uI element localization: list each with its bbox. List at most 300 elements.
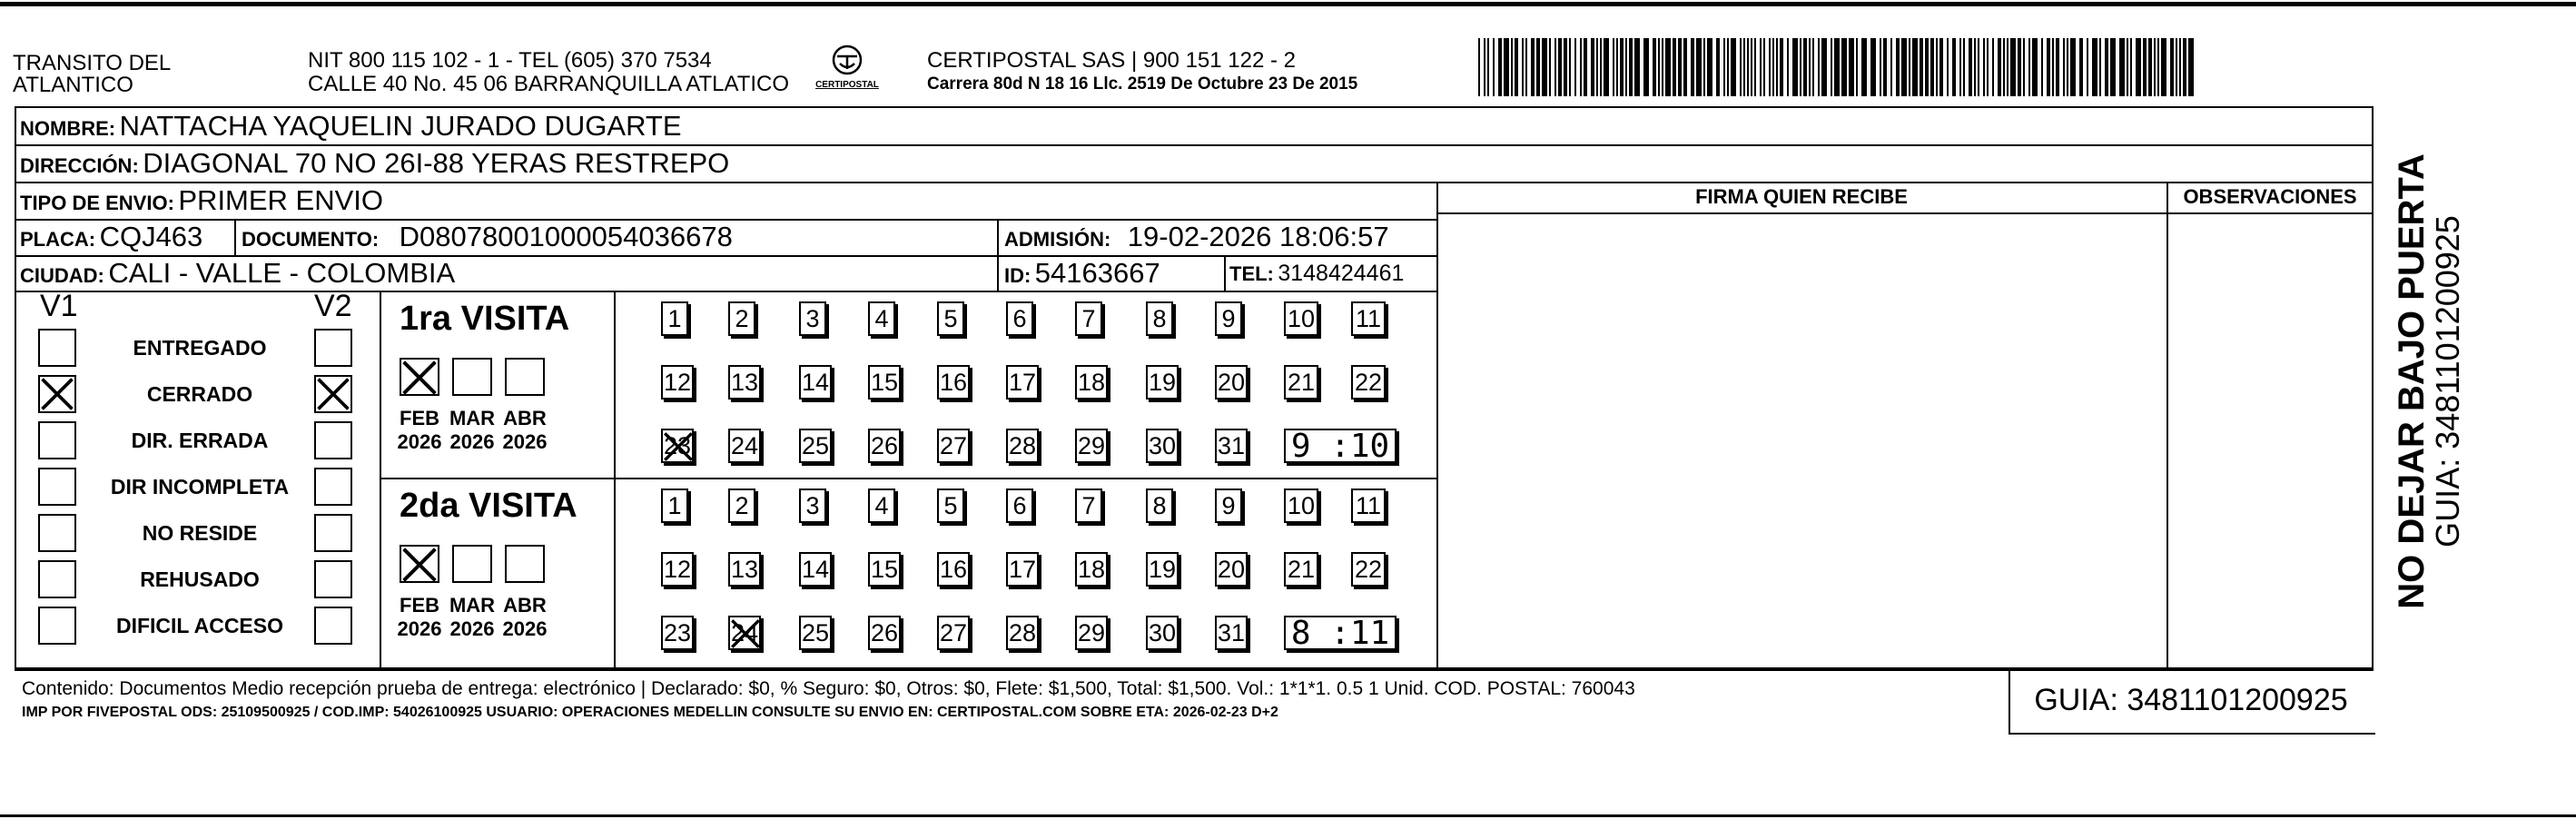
day-box[interactable]: 12 bbox=[661, 552, 694, 587]
nit-line: NIT 800 115 102 - 1 - TEL (605) 370 7534 bbox=[308, 48, 712, 73]
barcode-bar bbox=[1643, 38, 1649, 96]
ciudad-value: CALI - VALLE - COLOMBIA bbox=[108, 257, 456, 289]
month-name: MAR bbox=[449, 407, 496, 429]
month-name: ABR bbox=[503, 407, 547, 429]
day-box[interactable]: 1 bbox=[661, 301, 688, 336]
firma-header: FIRMA QUIEN RECIBE bbox=[1695, 185, 1908, 208]
barcode-bar bbox=[2067, 38, 2068, 96]
barcode-bar bbox=[1812, 38, 1814, 96]
day-box[interactable]: 19 bbox=[1146, 552, 1179, 587]
barcode-bar bbox=[2056, 38, 2059, 96]
barcode-bar bbox=[1754, 38, 1756, 96]
day-box[interactable]: 30 bbox=[1146, 429, 1179, 463]
barcode-bar bbox=[1849, 38, 1854, 96]
barcode-bar bbox=[1478, 38, 1480, 96]
tel-value: 3148424461 bbox=[1278, 261, 1405, 286]
barcode-bar bbox=[2127, 38, 2128, 96]
day-box[interactable]: 2 bbox=[728, 301, 755, 336]
x-mark-icon bbox=[401, 547, 438, 583]
tel-label: TEL: bbox=[1229, 262, 1274, 285]
barcode-bar bbox=[1600, 38, 1602, 96]
barcode-bar bbox=[1696, 38, 1702, 96]
certipostal-info bbox=[927, 49, 1357, 96]
barcode-bar bbox=[2052, 38, 2054, 96]
day-box[interactable]: 8 bbox=[1146, 301, 1173, 336]
month-year: 2026 bbox=[449, 430, 495, 453]
day-box[interactable]: 5 bbox=[937, 488, 964, 523]
v2-checkbox[interactable] bbox=[314, 514, 352, 552]
barcode-bar bbox=[1760, 38, 1762, 96]
day-box[interactable]: 17 bbox=[1006, 552, 1039, 587]
barcode-bar bbox=[2157, 38, 2159, 96]
barcode-bar bbox=[2179, 38, 2181, 96]
barcode-bar bbox=[1952, 38, 1956, 96]
day-box[interactable]: 26 bbox=[868, 616, 901, 650]
nombre-label: NOMBRE: bbox=[20, 117, 116, 140]
month-label bbox=[394, 594, 445, 641]
footer-line2: IMP POR FIVEPOSTAL ODS: 25109500925 / COD.IMP: 54026100925 USUARIO: OPERACIONES MEDELLIN CONSULTE SU ENVIO EN: CERTIPOSTAL.COM SOBRE ETA: 2026-02-23 D+2 bbox=[22, 705, 1278, 720]
col-line bbox=[1436, 182, 1438, 669]
v1-checkbox[interactable] bbox=[38, 421, 76, 459]
day-box[interactable]: 24 bbox=[728, 429, 761, 463]
month-checkbox[interactable] bbox=[452, 545, 492, 583]
day-box[interactable]: 17 bbox=[1006, 365, 1039, 400]
barcode-bar bbox=[1883, 38, 1887, 96]
barcode-bar bbox=[2023, 38, 2025, 96]
barcode-bar bbox=[1620, 38, 1624, 96]
day-box[interactable]: 22 bbox=[1351, 365, 1386, 400]
v2-checkbox[interactable] bbox=[314, 375, 352, 413]
month-name: FEB bbox=[400, 407, 439, 429]
v1-checkbox[interactable] bbox=[38, 514, 76, 552]
barcode-bar bbox=[1834, 38, 1840, 96]
day-box[interactable]: 20 bbox=[1215, 552, 1248, 587]
day-box[interactable]: 24 bbox=[728, 616, 761, 650]
barcode-bar bbox=[1800, 38, 1801, 96]
documento-field bbox=[242, 221, 733, 259]
barcode-bar bbox=[1936, 38, 1938, 96]
month-year: 2026 bbox=[449, 617, 495, 640]
day-box[interactable]: 12 bbox=[661, 365, 694, 400]
barcode-bar bbox=[1780, 38, 1783, 96]
v1-checkbox[interactable] bbox=[38, 560, 76, 598]
status-label: REHUSADO bbox=[140, 567, 260, 591]
day-box[interactable]: 23 bbox=[661, 429, 694, 463]
month-checkbox[interactable] bbox=[505, 358, 545, 396]
day-box[interactable]: 19 bbox=[1146, 365, 1179, 400]
barcode-bar bbox=[1574, 38, 1576, 96]
barcode-bar bbox=[1983, 38, 1985, 96]
id-label: ID: bbox=[1004, 264, 1031, 287]
barcode-bar bbox=[1974, 38, 1976, 96]
status-label: DIFICIL ACCESO bbox=[115, 614, 283, 637]
day-box[interactable]: 16 bbox=[937, 365, 970, 400]
barcode-bar bbox=[1604, 38, 1609, 96]
month-year: 2026 bbox=[397, 430, 442, 453]
day-box[interactable]: 9 bbox=[1215, 488, 1242, 523]
v1-checkbox[interactable] bbox=[38, 468, 76, 506]
day-box[interactable]: 26 bbox=[868, 429, 901, 463]
barcode-bar bbox=[1920, 38, 1923, 96]
admision-value: 19-02-2026 18:06:57 bbox=[1127, 221, 1389, 252]
day-box[interactable]: 11 bbox=[1351, 301, 1386, 336]
month-checkbox[interactable] bbox=[505, 545, 545, 583]
day-box[interactable]: 15 bbox=[868, 552, 901, 587]
day-box[interactable]: 6 bbox=[1006, 488, 1033, 523]
status-label: CERRADO bbox=[146, 382, 253, 406]
day-box[interactable]: 25 bbox=[799, 429, 832, 463]
barcode-bar bbox=[1515, 38, 1518, 96]
barcode-bar bbox=[2007, 38, 2008, 96]
barcode-bar bbox=[2161, 38, 2166, 96]
barcode-bar bbox=[1662, 38, 1663, 96]
barcode-bar bbox=[2003, 38, 2005, 96]
barcode-bar bbox=[2063, 38, 2065, 96]
day-box[interactable]: 11 bbox=[1351, 488, 1386, 523]
barcode-bar bbox=[2119, 38, 2125, 96]
certipostal-logo bbox=[810, 44, 884, 100]
placa-value: CQJ463 bbox=[99, 221, 203, 252]
company-line2: ATLANTICO bbox=[13, 73, 133, 97]
day-box[interactable]: 20 bbox=[1215, 365, 1248, 400]
day-box[interactable]: 16 bbox=[937, 552, 970, 587]
barcode-bar bbox=[1673, 38, 1676, 96]
barcode-bar bbox=[1511, 38, 1513, 96]
barcode-bar bbox=[1536, 38, 1540, 96]
barcode-bar bbox=[2143, 38, 2147, 96]
sign-header-line bbox=[1436, 212, 2374, 214]
status-label: DIR. ERRADA bbox=[131, 429, 269, 452]
month-checkbox[interactable] bbox=[400, 358, 439, 396]
barcode-bar bbox=[1731, 38, 1736, 96]
direccion-row bbox=[20, 147, 729, 185]
day-box[interactable]: 7 bbox=[1075, 301, 1102, 336]
placa-field bbox=[20, 221, 202, 259]
barcode-bar bbox=[1992, 38, 1994, 96]
day-box[interactable]: 8 bbox=[1146, 488, 1173, 523]
barcode-bar bbox=[2047, 38, 2050, 96]
day-box[interactable]: 18 bbox=[1075, 552, 1108, 587]
id-value: 54163667 bbox=[1034, 257, 1160, 289]
barcode-bar bbox=[1856, 38, 1858, 96]
v2-checkbox[interactable] bbox=[314, 607, 352, 645]
day-box[interactable]: 1 bbox=[661, 488, 688, 523]
status-label: NO RESIDE bbox=[142, 521, 258, 545]
footer-line bbox=[2008, 733, 2375, 735]
direccion-label: DIRECCIÓN: bbox=[20, 154, 139, 177]
month-checkbox[interactable] bbox=[452, 358, 492, 396]
barcode-bar bbox=[1821, 38, 1827, 96]
day-box[interactable]: 29 bbox=[1075, 616, 1108, 650]
barcode-bar bbox=[1901, 38, 1907, 96]
day-box[interactable]: 15 bbox=[868, 365, 901, 400]
barcode-bar bbox=[1896, 38, 1900, 96]
day-box[interactable]: 5 bbox=[937, 301, 964, 336]
barcode-bar bbox=[1723, 38, 1725, 96]
v1-label: V1 bbox=[40, 289, 78, 323]
barcode-bar bbox=[1531, 38, 1535, 96]
barcode-bar bbox=[1658, 38, 1660, 96]
month-year: 2026 bbox=[397, 617, 442, 640]
barcode-bar bbox=[1716, 38, 1720, 96]
day-box[interactable]: 31 bbox=[1215, 429, 1248, 463]
barcode-bar bbox=[1792, 38, 1798, 96]
day-box[interactable]: 13 bbox=[728, 365, 761, 400]
visit-time: 9 :10 bbox=[1284, 429, 1397, 463]
day-box[interactable]: 10 bbox=[1284, 488, 1318, 523]
x-mark-icon bbox=[316, 377, 350, 411]
tel-field bbox=[1229, 257, 1404, 293]
barcode-bar bbox=[2099, 38, 2101, 96]
barcode-bar bbox=[1484, 38, 1485, 96]
nombre-row bbox=[20, 110, 682, 148]
v1-checkbox[interactable] bbox=[38, 607, 76, 645]
documento-value: D08078001000054036678 bbox=[399, 221, 733, 252]
month-label bbox=[499, 407, 550, 454]
barcode-bar bbox=[1890, 38, 1892, 96]
footer-guia: GUIA: 3481101200925 bbox=[2034, 683, 2348, 717]
side-guia: GUIA: 3481101200925 bbox=[2429, 215, 2466, 548]
barcode-bar bbox=[1963, 38, 1965, 96]
barcode-bar bbox=[1925, 38, 1929, 96]
v2-checkbox[interactable] bbox=[314, 421, 352, 459]
day-box[interactable]: 23 bbox=[661, 616, 694, 650]
row-line bbox=[15, 669, 2374, 671]
barcode-bar bbox=[2183, 38, 2186, 96]
month-year: 2026 bbox=[502, 430, 548, 453]
col-line bbox=[380, 291, 381, 669]
placa-label: PLACA: bbox=[20, 228, 96, 251]
status-label: ENTREGADO bbox=[133, 336, 267, 360]
barcode-bar bbox=[2018, 38, 2021, 96]
visit2-title: 2da VISITA bbox=[400, 487, 577, 525]
month-label bbox=[447, 594, 498, 641]
col-line bbox=[1224, 255, 1226, 291]
day-box[interactable]: 13 bbox=[728, 552, 761, 587]
day-box[interactable]: 22 bbox=[1351, 552, 1386, 587]
col-line bbox=[234, 219, 236, 255]
barcode-bar bbox=[2070, 38, 2076, 96]
barcode-bar bbox=[1691, 38, 1694, 96]
status-label: DIR INCOMPLETA bbox=[110, 475, 290, 498]
barcode-bar bbox=[1969, 38, 1972, 96]
barcode-bar bbox=[1803, 38, 1807, 96]
col-line bbox=[2166, 182, 2168, 669]
day-box[interactable]: 4 bbox=[868, 301, 895, 336]
barcode-bar bbox=[1522, 38, 1524, 96]
v2-label: V2 bbox=[314, 289, 352, 323]
barcode-bar bbox=[1930, 38, 1934, 96]
day-box[interactable]: 4 bbox=[868, 488, 895, 523]
barcode-bar bbox=[2105, 38, 2108, 96]
barcode-bar bbox=[1558, 38, 1562, 96]
ciudad-label: CIUDAD: bbox=[20, 264, 104, 287]
barcode-bar bbox=[1616, 38, 1618, 96]
barcode-bar bbox=[1751, 38, 1752, 96]
day-box[interactable]: 14 bbox=[799, 552, 832, 587]
col-line bbox=[614, 291, 616, 669]
barcode-bar bbox=[2176, 38, 2177, 96]
barcode-bar bbox=[1584, 38, 1587, 96]
visit-time: 8 :11 bbox=[1284, 616, 1397, 650]
x-mark-icon bbox=[730, 618, 761, 649]
day-box[interactable]: 18 bbox=[1075, 365, 1108, 400]
v2-checkbox[interactable] bbox=[314, 329, 352, 367]
day-box[interactable]: 10 bbox=[1284, 301, 1318, 336]
barcode-bar bbox=[1634, 38, 1640, 96]
certipostal-line2: Carrera 80d N 18 16 Llc. 2519 De Octubre 23 De 2015 bbox=[927, 74, 1358, 94]
barcode-bar bbox=[2136, 38, 2141, 96]
barcode-bar bbox=[1653, 38, 1656, 96]
barcode-bar bbox=[1772, 38, 1774, 96]
day-box[interactable]: 27 bbox=[937, 429, 970, 463]
month-name: MAR bbox=[449, 594, 496, 617]
day-box[interactable]: 28 bbox=[1006, 429, 1039, 463]
barcode-bar bbox=[1947, 38, 1949, 96]
v2-checkbox[interactable] bbox=[314, 560, 352, 598]
barcode-bar bbox=[1542, 38, 1547, 96]
x-mark-icon bbox=[401, 360, 438, 396]
day-box[interactable]: 28 bbox=[1006, 616, 1039, 650]
company-line1: TRANSITO DEL bbox=[13, 51, 172, 75]
barcode-bar bbox=[1818, 38, 1820, 96]
barcode-bar bbox=[1880, 38, 1881, 96]
barcode-bar bbox=[2170, 38, 2174, 96]
month-checkbox[interactable] bbox=[400, 545, 439, 583]
barcode-bar bbox=[1861, 38, 1867, 96]
ciudad-field bbox=[20, 257, 455, 295]
barcode-bar bbox=[1613, 38, 1614, 96]
barcode-bar bbox=[1703, 38, 1705, 96]
observaciones-header: OBSERVACIONES bbox=[2183, 185, 2357, 208]
month-label bbox=[499, 594, 550, 641]
day-box[interactable]: 31 bbox=[1215, 616, 1248, 650]
barcode-bar bbox=[2079, 38, 2083, 96]
day-box[interactable]: 27 bbox=[937, 616, 970, 650]
day-box[interactable]: 7 bbox=[1075, 488, 1102, 523]
col-line bbox=[997, 219, 999, 291]
month-name: ABR bbox=[503, 594, 547, 617]
barcode-bar bbox=[1554, 38, 1556, 96]
footer-line1: Contenido: Documentos Medio recepción prueba de entrega: electrónico | Declarado: $0, % Seguro: $0, Otros: $0, Flete: $1,500, Total: $1,500. Vol.: 1*1*1. 0.5 1 Unid. COD. POSTAL: 760043 bbox=[22, 678, 1635, 699]
day-box[interactable]: 30 bbox=[1146, 616, 1179, 650]
tipo-envio-value: PRIMER ENVIO bbox=[178, 184, 384, 216]
barcode-bar bbox=[1959, 38, 1961, 96]
tipo-envio-label: TIPO DE ENVIO: bbox=[20, 192, 174, 214]
day-box[interactable]: 21 bbox=[1284, 365, 1318, 400]
barcode-bar bbox=[1580, 38, 1582, 96]
barcode-bar bbox=[1569, 38, 1571, 96]
barcode-bar bbox=[1625, 38, 1627, 96]
x-mark-icon bbox=[40, 377, 74, 411]
day-box[interactable]: 3 bbox=[799, 301, 826, 336]
documento-label: DOCUMENTO: bbox=[242, 228, 380, 251]
barcode-bar bbox=[1683, 38, 1687, 96]
v1-checkbox[interactable] bbox=[38, 329, 76, 367]
logo-text: CERTIPOSTAL bbox=[815, 80, 879, 90]
company-name bbox=[13, 53, 171, 96]
no-dejar-bajo-puerta: NO DEJAR BAJO PUERTA bbox=[2392, 153, 2432, 609]
barcode-bar bbox=[2188, 38, 2194, 96]
barcode-bar bbox=[2032, 38, 2038, 96]
barcode-bar bbox=[1525, 38, 1527, 96]
day-box[interactable]: 14 bbox=[799, 365, 832, 400]
barcode-bar bbox=[1939, 38, 1943, 96]
day-box[interactable]: 9 bbox=[1215, 301, 1242, 336]
barcode-bar bbox=[1504, 38, 1509, 96]
direccion-value: DIAGONAL 70 NO 26I-88 YERAS RESTREPO bbox=[143, 147, 730, 179]
admision-field bbox=[1004, 221, 1389, 259]
barcode-bar bbox=[1747, 38, 1749, 96]
barcode-bar bbox=[1978, 38, 1979, 96]
admision-label: ADMISIÓN: bbox=[1004, 228, 1111, 251]
barcode-bar bbox=[2041, 38, 2043, 96]
certipostal-line1: CERTIPOSTAL SAS | 900 151 122 - 2 bbox=[927, 48, 1296, 73]
day-box[interactable]: 6 bbox=[1006, 301, 1033, 336]
id-field bbox=[1004, 257, 1160, 295]
barcode-bar bbox=[1912, 38, 1918, 96]
month-label bbox=[447, 407, 498, 454]
barcode-bar bbox=[2130, 38, 2132, 96]
barcode-bar bbox=[1841, 38, 1847, 96]
barcode-bar bbox=[1727, 38, 1729, 96]
barcode-bar bbox=[1629, 38, 1633, 96]
barcode-bar bbox=[1831, 38, 1832, 96]
barcode-bar bbox=[2087, 38, 2088, 96]
barcode-bar bbox=[1591, 38, 1594, 96]
month-year: 2026 bbox=[502, 617, 548, 640]
sender-info bbox=[308, 49, 789, 96]
barcode-bar bbox=[1809, 38, 1811, 96]
address-line: CALLE 40 No. 45 06 BARRANQUILLA ATLATICO bbox=[308, 72, 790, 96]
day-box[interactable]: 2 bbox=[728, 488, 755, 523]
side-vertical-text bbox=[2384, 109, 2475, 654]
barcode-bar bbox=[1909, 38, 1910, 96]
barcode-bar bbox=[2110, 38, 2116, 96]
day-box[interactable]: 29 bbox=[1075, 429, 1108, 463]
nombre-value: NATTACHA YAQUELIN JURADO DUGARTE bbox=[119, 110, 682, 142]
barcode-bar bbox=[1678, 38, 1682, 96]
barcode-bar bbox=[1763, 38, 1765, 96]
day-box[interactable]: 25 bbox=[799, 616, 832, 650]
barcode-bar bbox=[1549, 38, 1551, 96]
barcode-bar bbox=[2154, 38, 2156, 96]
barcode-bar bbox=[1596, 38, 1598, 96]
month-name: FEB bbox=[400, 594, 439, 617]
day-box[interactable]: 21 bbox=[1284, 552, 1318, 587]
barcode-bar bbox=[1665, 38, 1671, 96]
month-label bbox=[394, 407, 445, 454]
barcode-bar bbox=[1870, 38, 1876, 96]
day-box[interactable]: 3 bbox=[799, 488, 826, 523]
v1-checkbox[interactable] bbox=[38, 375, 76, 413]
footer-text bbox=[22, 677, 1635, 725]
barcode-bar bbox=[1769, 38, 1771, 96]
barcode-bar bbox=[1987, 38, 1989, 96]
barcode-bar bbox=[1743, 38, 1745, 96]
barcode-bar bbox=[1740, 38, 1742, 96]
x-mark-icon bbox=[663, 431, 694, 462]
visit-divider bbox=[380, 478, 1436, 479]
barcode-bar bbox=[1493, 38, 1495, 96]
visit1-title: 1ra VISITA bbox=[400, 300, 570, 338]
barcode-bar bbox=[1707, 38, 1712, 96]
bottom-border bbox=[0, 814, 2576, 817]
v2-checkbox[interactable] bbox=[314, 468, 352, 506]
barcode bbox=[1478, 38, 2197, 96]
barcode-bar bbox=[1998, 38, 2001, 96]
barcode-bar bbox=[2092, 38, 2097, 96]
